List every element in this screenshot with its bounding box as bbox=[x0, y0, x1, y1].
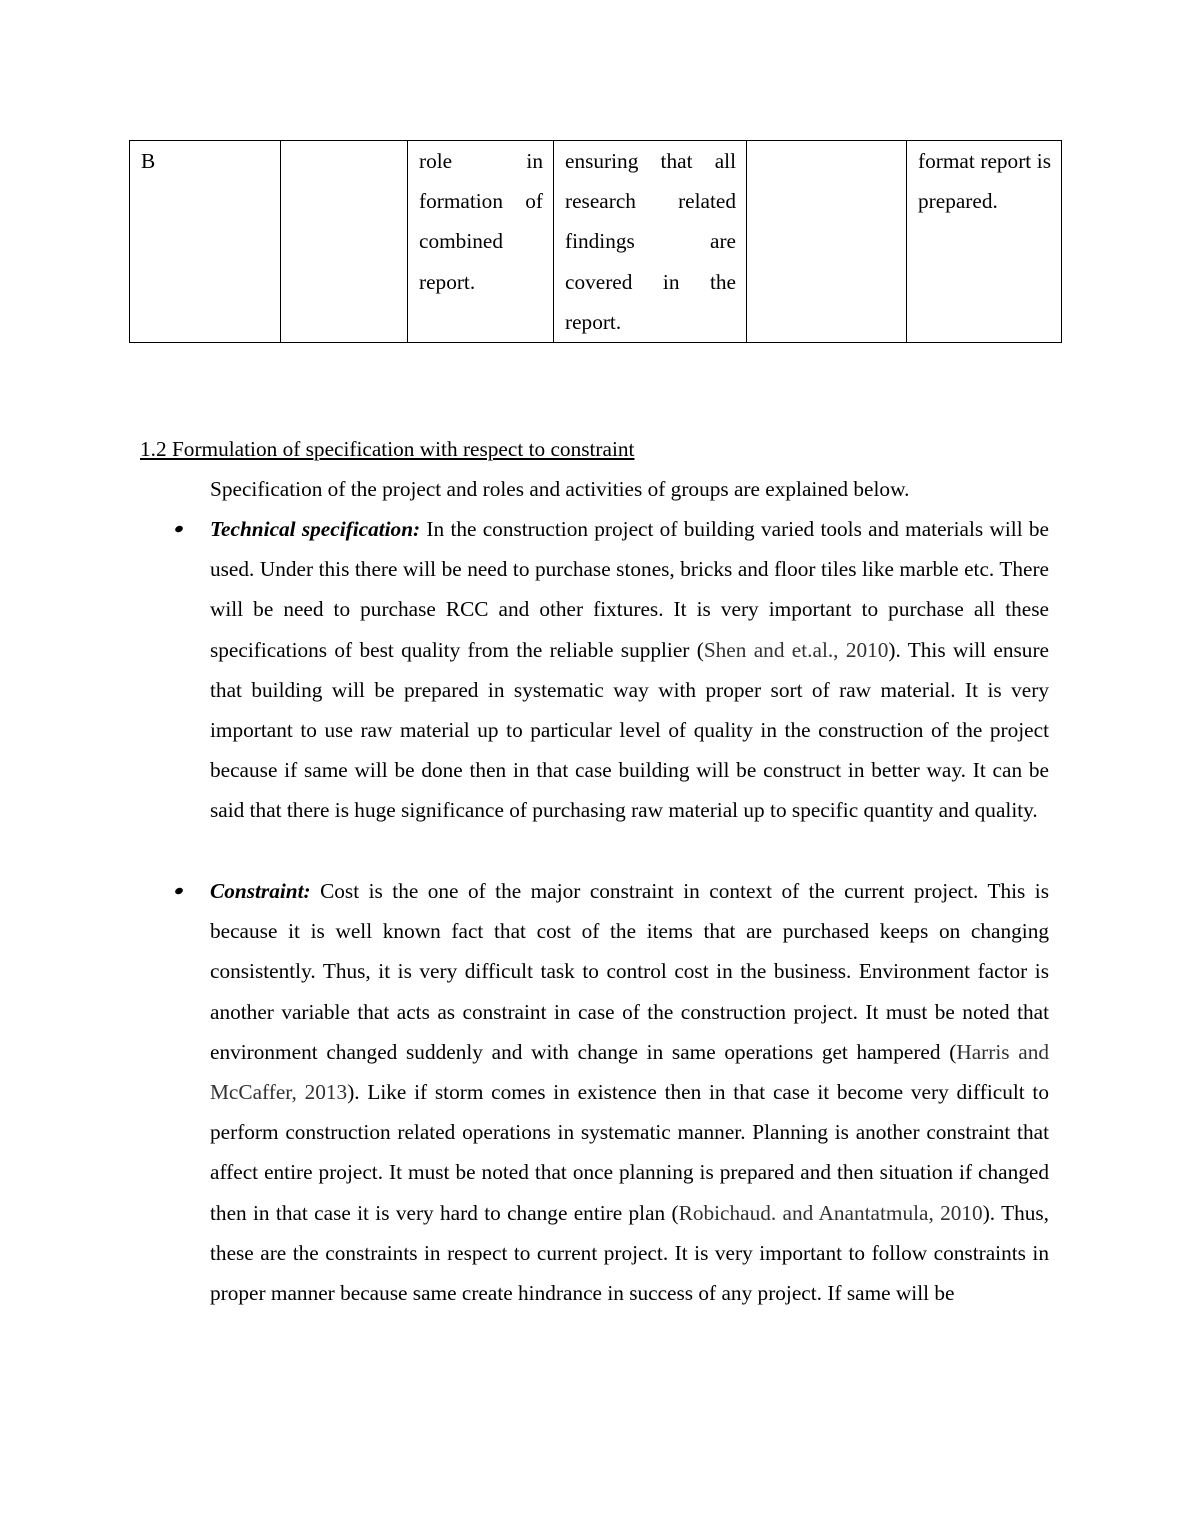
bullet-text: In the construction project of building varied tools and materials will be used. Under this there will be need to purchase stones, bricks and floor tiles like marble etc. There will be need to purchase RCC and other fixtures. It is very important to purchase all these specifications of best quality from the reliable supplier ( bbox=[210, 517, 1049, 662]
table-cell-group bbox=[130, 141, 281, 343]
list-item-constraint bbox=[210, 871, 1049, 1313]
list-item-technical-specification bbox=[210, 509, 1049, 831]
bullet-text: ). Like if storm comes in existence then in that case it become very difficult to perform construction related operations in systematic manner. Planning is another constraint that affect entire project. It must be noted that once planning is prepared and then situation if changed then in that case it is very hard to change entire plan ( bbox=[210, 1080, 1049, 1225]
citation: Harris and McCaffer, 2013 bbox=[210, 1039, 1050, 1105]
bullet-text: ). Thus, these are the constraints in respect to current project. It is very important to follow constraints in proper manner because same create hindrance in success of any project. If same will be bbox=[210, 1200, 1050, 1306]
table-cell-role bbox=[408, 141, 554, 343]
citation: Robichaud. and Anantatmula, 2010 bbox=[678, 1200, 983, 1225]
cell-text: ensuring that all research related findings are covered in the report. bbox=[565, 149, 736, 334]
continuation-table bbox=[129, 140, 1062, 343]
bullet-lead: Constraint: bbox=[210, 879, 311, 903]
bullet-icon bbox=[174, 887, 184, 896]
section-intro: Specification of the project and roles and activities of groups are explained below. bbox=[210, 477, 910, 501]
table-cell-outcome bbox=[907, 141, 1062, 343]
section-heading: 1.2 Formulation of specification with respect to constraint bbox=[140, 437, 635, 461]
bullet-lead: Technical specification: bbox=[210, 517, 421, 541]
table-cell-empty bbox=[747, 141, 907, 343]
bullet-icon bbox=[174, 525, 184, 534]
bullet-text: Cost is the one of the major constraint in context of the current project. This is because it is well known fact that cost of the items that are purchased keeps on changing consistently. Thus, it is very difficult task to control cost in the business. Environment factor is another variable that acts as constraint in case of the construction project. It must be noted that environment changed suddenly and with change in same operations get hampered ( bbox=[210, 879, 1049, 1064]
citation: Shen and et.al., 2010 bbox=[703, 637, 889, 662]
table-row bbox=[130, 141, 1062, 343]
table-cell-responsibility bbox=[554, 141, 747, 343]
table-cell-empty bbox=[281, 141, 408, 343]
cell-text: format report is prepared. bbox=[918, 149, 1051, 214]
cell-text: B bbox=[141, 149, 156, 173]
bullet-text: ). This will ensure that building will be prepared in systematic way with proper sort of raw material. It is very important to use raw material up to particular level of quality in the construction of the project because if same will be done then in that case building will be construct in better way. It can be said that there is huge significance of purchasing raw material up to specific quantity and quality. bbox=[210, 637, 1049, 823]
cell-text: role in formation of combined report. bbox=[419, 149, 543, 294]
